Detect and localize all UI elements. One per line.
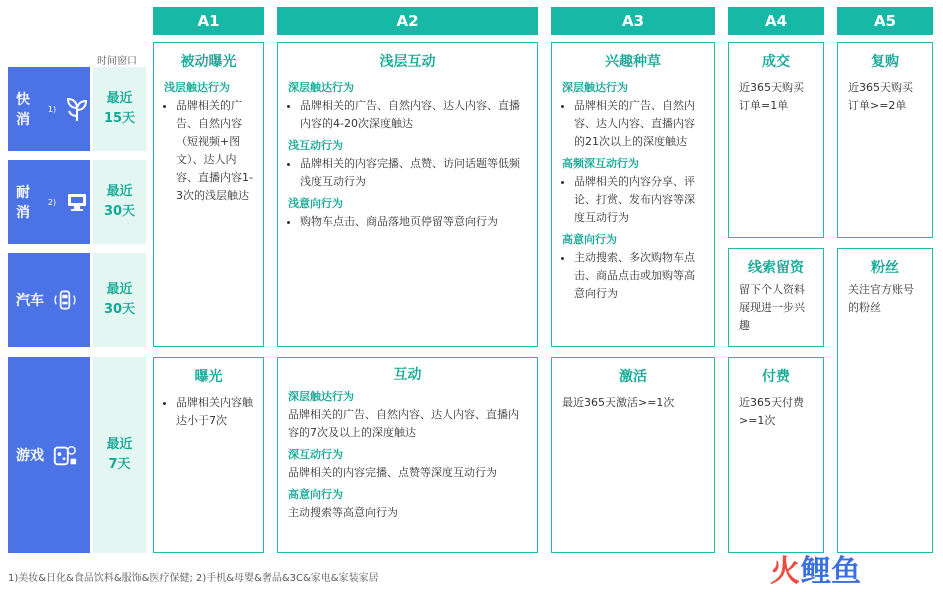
list-item: • 购物车点击、商品落地页停留等意向行为 [300, 213, 527, 231]
list-item: • 主动搜索、多次购物车点击、商品点击或加购等高意向行为 [574, 249, 704, 303]
category-auto [8, 253, 90, 347]
box-interaction [277, 357, 538, 553]
category-gaming [8, 357, 90, 553]
box-subhead: 浅意向行为 [288, 197, 343, 210]
time-window-line: 最近 [106, 184, 133, 199]
box-repurchase [837, 42, 933, 238]
time-window-line: 最近 [106, 282, 133, 297]
box-subhead: 高频深互动行为 [562, 157, 639, 170]
box-text: 近365天购买订单>=2单 [848, 81, 913, 112]
box-title: 互动 [393, 367, 422, 383]
box-interest-seeding [551, 42, 715, 347]
list-item: • 品牌相关的内容分享、评论、打赏、发布内容等深度互动行为 [574, 173, 704, 227]
category-label: 汽车 [16, 293, 44, 309]
time-window-fmcg [93, 67, 146, 151]
box-title: 线索留资 [748, 260, 804, 276]
box-title: 粉丝 [871, 260, 899, 276]
box-text: 近365天付费>=1次 [739, 396, 804, 427]
box-title: 浅层互动 [379, 54, 436, 70]
box-payment [728, 357, 824, 553]
box-passive-exposure [153, 42, 264, 347]
box-transaction [728, 42, 824, 238]
box-title: 被动曝光 [180, 54, 237, 70]
footnote-marker: 2) [47, 197, 57, 207]
car-icon [52, 287, 78, 313]
box-subhead: 浅互动行为 [288, 139, 343, 152]
brand-logo [770, 546, 861, 590]
column-header-a3: A3 [551, 7, 715, 35]
box-activation [551, 357, 715, 553]
box-fans [837, 248, 933, 553]
box-subhead: 深层触达行为 [288, 390, 354, 403]
gamepad-icon [52, 442, 78, 468]
category-label: 游戏 [16, 448, 44, 464]
box-title: 成交 [762, 54, 790, 70]
box-text: 品牌相关的广告、自然内容、达人内容、直播内容的7次及以上的深度触达 [288, 408, 519, 439]
list-item: • 品牌相关内容触达小于7次 [176, 394, 253, 430]
category-fmcg [8, 67, 90, 151]
box-text: 最近365天激活>=1次 [562, 396, 675, 409]
box-title: 兴趣种草 [605, 54, 661, 70]
box-subhead: 浅层触达行为 [164, 81, 230, 94]
time-window-line: 最近 [106, 91, 133, 106]
box-text: 品牌相关的内容完播、点赞等深度互动行为 [288, 466, 497, 479]
box-subhead: 深互动行为 [288, 448, 343, 461]
category-label: 快消 [16, 92, 30, 128]
time-window-line: 7天 [108, 457, 131, 472]
column-header-a1: A1 [153, 7, 264, 35]
time-window-line: 30天 [103, 204, 136, 219]
column-header-a4: A4 [728, 7, 824, 35]
list-item: • 品牌相关的广告、自然内容、达人内容、直播内容的21次以上的深度触达 [574, 97, 704, 151]
box-text: 主动搜索等高意向行为 [288, 506, 398, 519]
logo-part-1: 火 [770, 554, 801, 589]
box-title: 复购 [871, 54, 899, 70]
sprout-icon [64, 96, 90, 122]
box-title: 激活 [619, 369, 647, 385]
box-text: 留下个人资料展现进一步兴趣 [739, 283, 805, 332]
window-label: 时间窗口 [97, 56, 137, 67]
tv-icon [64, 189, 90, 215]
box-text: 近365天购买订单=1单 [739, 81, 804, 112]
time-window-auto [93, 253, 146, 347]
box-lead-capture [728, 248, 824, 347]
box-subhead: 高意向行为 [288, 488, 343, 501]
box-shallow-interaction [277, 42, 538, 347]
list-item: • 品牌相关的内容完播、点赞、访问话题等低频浅度互动行为 [300, 155, 527, 191]
box-subhead: 高意向行为 [562, 233, 617, 246]
box-exposure [153, 357, 264, 553]
time-window-gaming [93, 357, 146, 553]
box-subhead: 深层触达行为 [562, 81, 628, 94]
list-item: • 品牌相关的广告、自然内容、达人内容、直播内容的4-20次深度触达 [300, 97, 527, 133]
box-subhead: 深层触达行为 [288, 81, 354, 94]
box-title: 曝光 [194, 369, 223, 385]
box-text: 关注官方账号的粉丝 [848, 283, 914, 314]
list-item: • 品牌相关的广告、自然内容（短视频+图文）、达人内容、直播内容1-3次的浅层触达 [176, 97, 253, 205]
footnote-marker: 1) [47, 104, 57, 114]
category-label: 耐消 [16, 185, 30, 221]
time-window-durables [93, 160, 146, 244]
time-window-line: 最近 [106, 437, 133, 452]
footnote: 1)美妆&日化&食品饮料&服饰&医疗保健; 2)手机&母婴&奢品&3C&家电&家装家居 [8, 573, 379, 584]
column-header-a5: A5 [837, 7, 933, 35]
column-header-a2: A2 [277, 7, 538, 35]
logo-part-2: 鲤鱼 [801, 554, 861, 589]
time-window-line: 30天 [103, 302, 136, 317]
box-title: 付费 [762, 369, 790, 385]
time-window-line: 15天 [103, 111, 136, 126]
category-durables [8, 160, 90, 244]
